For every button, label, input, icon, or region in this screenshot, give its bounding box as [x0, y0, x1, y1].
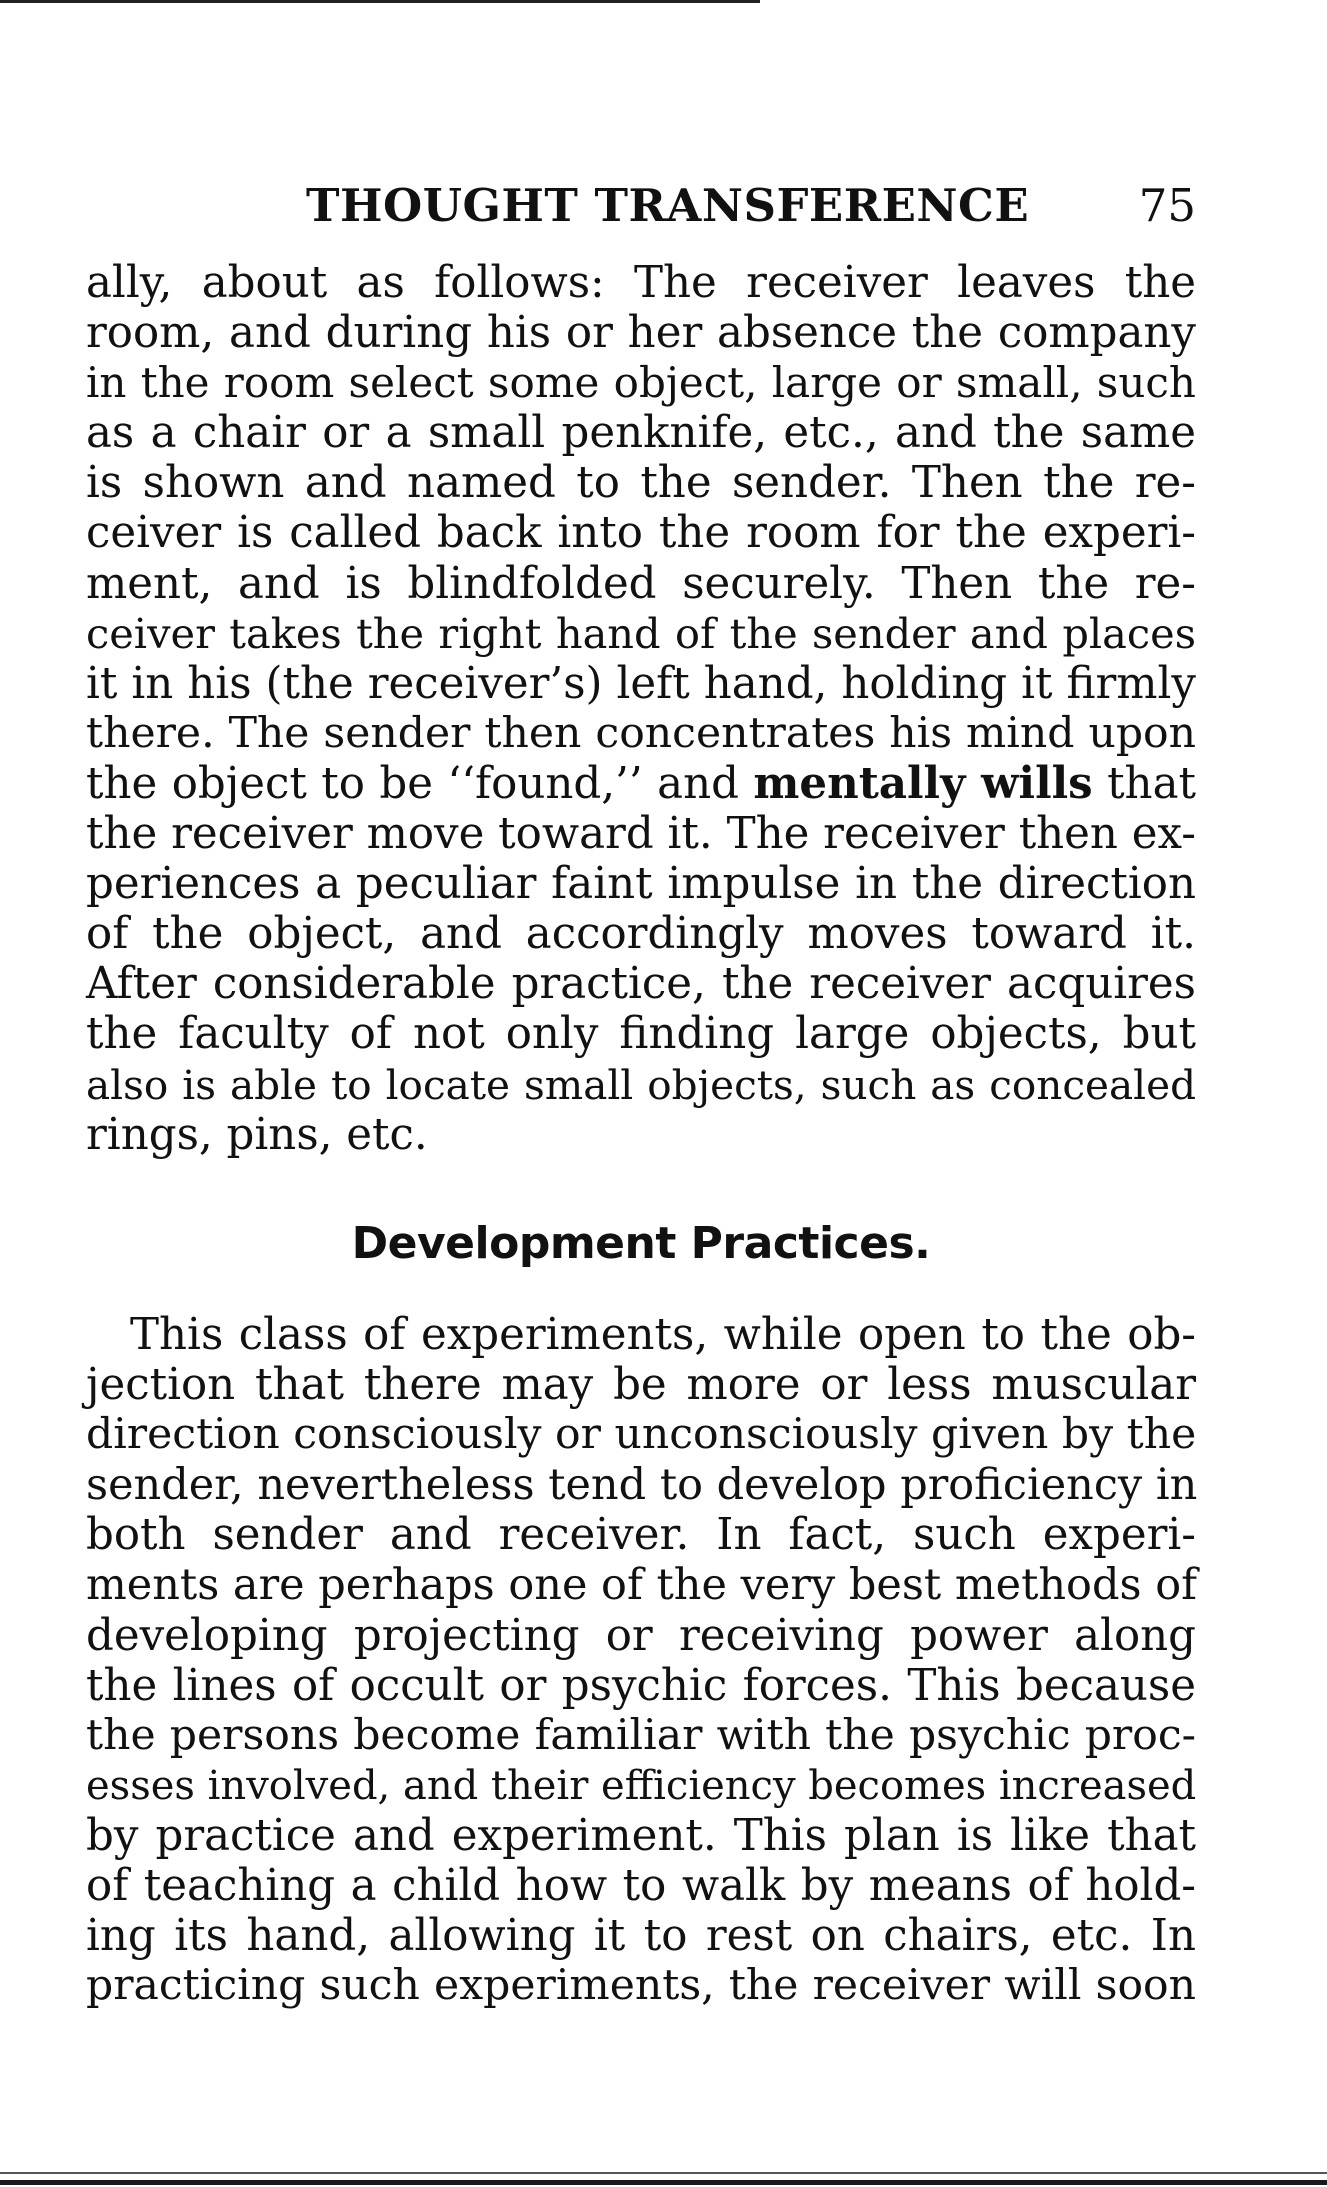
body-paragraph-2 [86, 1310, 1196, 2011]
text-line: ment, and is blindfolded securely. Then the re- [86, 558, 1196, 609]
section-heading: Development Practices. [351, 1218, 931, 1269]
text-segment: the object to be ‘‘found,’’ and [86, 758, 754, 809]
text-line: there. The sender then concentrates his mind upon [86, 708, 1196, 758]
text-line: sender, nevertheless tend to develop proficiency in [86, 1460, 1198, 1511]
text-line: rings, pins, etc. [86, 1109, 428, 1160]
text-line: periences a peculiar faint impulse in the direction [86, 859, 1196, 910]
text-line: the receiver move toward it. The receiver then ex- [86, 809, 1196, 860]
text-line: both sender and receiver. In fact, such experi- [86, 1510, 1196, 1561]
text-line: of the object, and accordingly moves toward it. [86, 909, 1196, 960]
text-line: the lines of occult or psychic forces. This because [86, 1660, 1196, 1711]
text-line: it in his (the receiver’s) left hand, holding it firmly [86, 658, 1196, 709]
top-edge-rule [0, 0, 760, 3]
text-line: jection that there may be more or less muscular [86, 1360, 1196, 1411]
running-title: THOUGHT TRANSFERENCE [306, 179, 1030, 232]
text-line: as a chair or a small penknife, etc., and the same [86, 408, 1196, 459]
text-line: practicing such experiments, the receiver will soon [86, 1961, 1196, 2011]
text-line: direction consciously or unconsciously given by the [86, 1410, 1197, 1460]
bottom-edge-rule [0, 2180, 1327, 2185]
emphasized-phrase: mentally wills [753, 757, 1093, 809]
text-line: the faculty of not only finding large objects, but [86, 1009, 1196, 1060]
bottom-edge-rule-thin [0, 2172, 1327, 2174]
text-line: ceiver is called back into the room for the experi- [86, 508, 1196, 559]
text-line: This class of experiments, while open to the ob- [130, 1310, 1196, 1360]
text-line: esses involved, and their efficiency becomes increased [86, 1762, 1197, 1809]
body-paragraph-1 [86, 258, 1196, 1160]
running-head [86, 176, 1196, 236]
text-line: of teaching a child how to walk by means of hold- [86, 1861, 1196, 1912]
text-line: is shown and named to the sender. Then the re- [86, 458, 1196, 509]
text-line: After considerable practice, the receiver acquires [86, 959, 1196, 1010]
text-line: room, and during his or her absence the company [86, 308, 1196, 359]
text-line: ceiver takes the right hand of the sender and places [86, 608, 1196, 658]
text-line-with-emphasis [86, 759, 1196, 809]
text-line: also is able to locate small objects, such as concealed [86, 1060, 1196, 1109]
text-line: ing its hand, allowing it to rest on chairs, etc. In [86, 1911, 1196, 1962]
text-line: ments are perhaps one of the very best methods of [86, 1560, 1198, 1611]
text-line: developing projecting or receiving power along [86, 1610, 1196, 1661]
page-number: 75 [1138, 179, 1196, 232]
text-line: in the room select some object, large or small, such [86, 358, 1196, 408]
text-segment: that [1092, 758, 1196, 809]
text-line: ally, about as follows: The receiver leaves the [86, 258, 1196, 308]
text-line: by practice and experiment. This plan is like that [86, 1810, 1196, 1861]
text-line: the persons become familiar with the psychic proc- [86, 1710, 1196, 1760]
